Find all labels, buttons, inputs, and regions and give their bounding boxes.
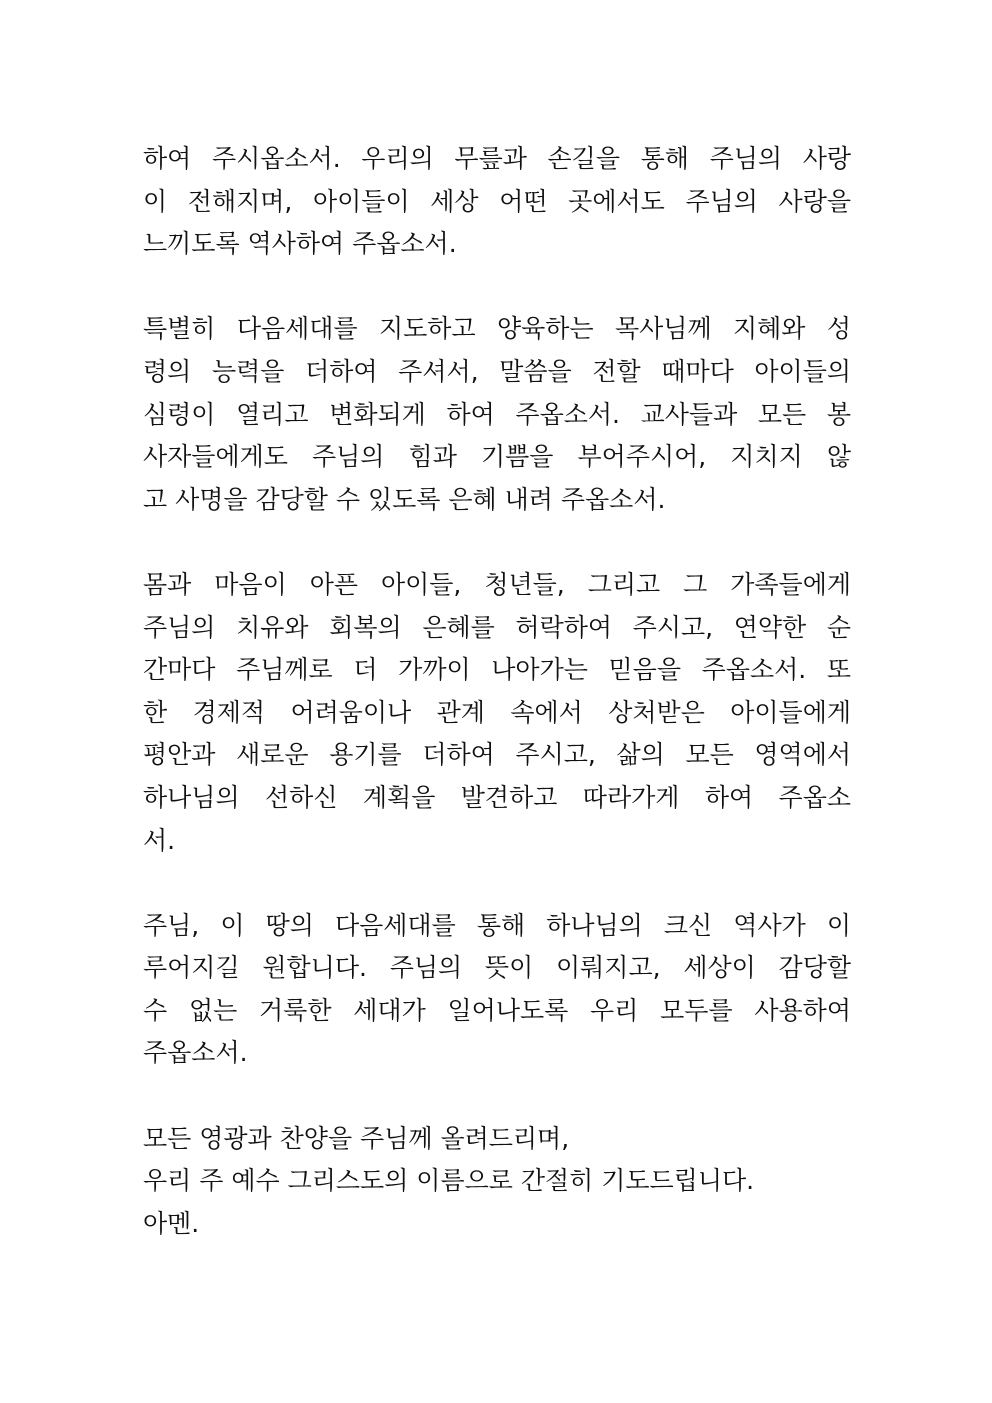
paragraph-gap [143, 521, 851, 564]
paragraph-gap [143, 862, 851, 905]
paragraph-4 [143, 905, 851, 1075]
document-page [143, 138, 851, 1245]
text-line: 주님, 이 땅의 다음세대를 통해 하나님의 크신 역사가 이 [143, 910, 851, 940]
text-line: 루어지길 원합니다. 주님의 뜻이 이뤄지고, 세상이 감당할 [143, 953, 851, 983]
paragraph-2 [143, 308, 851, 521]
text-line: 간마다 주님께로 더 가까이 나아가는 믿음을 주옵소서. 또 [143, 655, 851, 685]
text-line: 수 없는 거룩한 세대가 일어나도록 우리 모두를 사용하여 [143, 995, 851, 1025]
text-line: 령의 능력을 더하여 주셔서, 말씀을 전할 때마다 아이들의 [143, 356, 851, 386]
text-line: 특별히 다음세대를 지도하고 양육하는 목사님께 지혜와 성 [143, 314, 851, 344]
text-line: 사자들에게도 주님의 힘과 기쁨을 부어주시어, 지치지 않 [143, 442, 851, 472]
text-line: 이 전해지며, 아이들이 세상 어떤 곳에서도 주님의 사랑을 [143, 186, 851, 216]
paragraph-1 [143, 138, 851, 266]
paragraph-gap [143, 1075, 851, 1118]
text-line: 한 경제적 어려움이나 관계 속에서 상처받은 아이들에게 [143, 697, 851, 727]
text-line: 하나님의 선하신 계획을 발견하고 따라가게 하여 주옵소 [143, 782, 851, 812]
text-line: 평안과 새로운 용기를 더하여 주시고, 삶의 모든 영역에서 [143, 740, 851, 770]
text-line: 아멘. [143, 1208, 200, 1238]
paragraph-gap [143, 266, 851, 309]
text-line: 서. [143, 825, 176, 855]
text-line: 심령이 열리고 변화되게 하여 주옵소서. 교사들과 모든 봉 [143, 399, 851, 429]
text-line: 하여 주시옵소서. 우리의 무릎과 손길을 통해 주님의 사랑 [143, 144, 851, 173]
text-line: 우리 주 예수 그리스도의 이름으로 간절히 기도드립니다. [143, 1166, 755, 1196]
text-line: 몸과 마음이 아픈 아이들, 청년들, 그리고 그 가족들에게 [143, 569, 851, 599]
text-line: 모든 영광과 찬양을 주님께 올려드리며, [143, 1123, 570, 1153]
text-line: 느끼도록 역사하여 주옵소서. [143, 229, 457, 259]
text-line: 고 사명을 감당할 수 있도록 은혜 내려 주옵소서. [143, 484, 666, 514]
paragraph-3 [143, 564, 851, 862]
text-line: 주옵소서. [143, 1038, 248, 1068]
paragraph-5 [143, 1118, 851, 1246]
text-line: 주님의 치유와 회복의 은혜를 허락하여 주시고, 연약한 순 [143, 612, 851, 642]
